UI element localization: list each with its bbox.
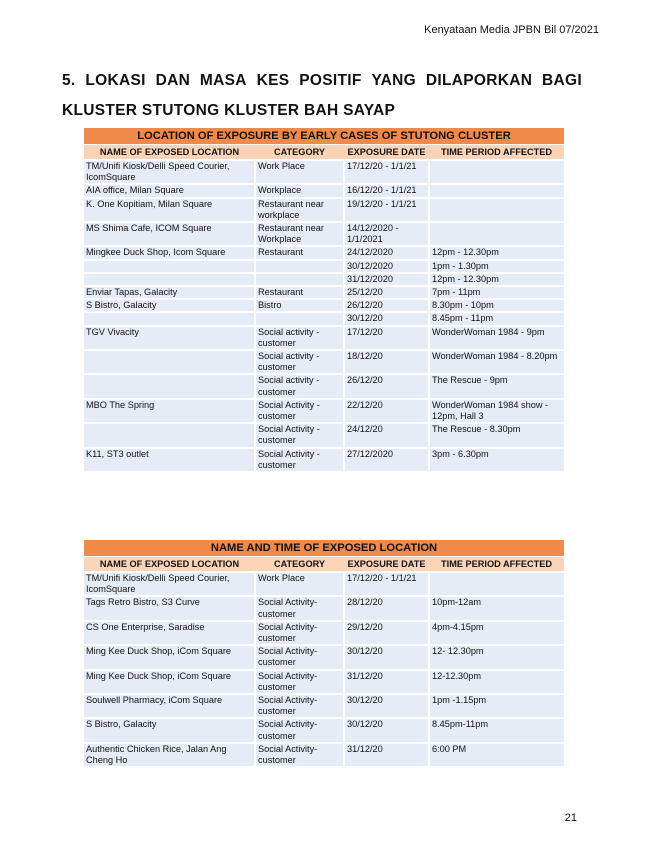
- table-row: [84, 160, 564, 184]
- title-word: LOKASI: [85, 72, 146, 89]
- cell-location: Tags Retro Bistro, S3 Curve: [84, 596, 255, 620]
- cell-location: Ming Kee Duck Shop, iCom Square: [84, 645, 255, 669]
- table-row: [84, 399, 564, 423]
- cell-date: 30/12/2020: [344, 260, 429, 273]
- table-row: [84, 286, 564, 299]
- cell-location: Soulwell Pharmacy, iCom Square: [84, 694, 255, 718]
- table-row: [84, 184, 564, 197]
- section-title-line1: [62, 66, 582, 96]
- title-word: POSITIF: [299, 72, 362, 89]
- cell-time: [429, 222, 564, 246]
- cell-location: [84, 260, 255, 273]
- cell-category: [255, 312, 344, 325]
- cell-location: TGV Vivacity: [84, 326, 255, 350]
- cell-location: TM/Unifi Kiosk/Delli Speed Courier, IcomSquare: [84, 572, 255, 596]
- cell-category: Workplace: [255, 184, 344, 197]
- header-note: Kenyataan Media JPBN Bil 07/2021: [424, 24, 599, 36]
- table-row: [84, 621, 564, 645]
- title-word: DILAPORKAN: [425, 72, 533, 89]
- cell-category: Restaurant: [255, 246, 344, 259]
- cell-location: [84, 273, 255, 286]
- cell-date: 26/12/20: [344, 299, 429, 312]
- cell-date: 30/12/20: [344, 694, 429, 718]
- table-row: [84, 222, 564, 246]
- title-word: KES: [256, 72, 290, 89]
- cell-category: Social Activity - customer: [255, 423, 344, 447]
- cell-date: 18/12/20: [344, 350, 429, 374]
- cell-location: S Bistro, Galacity: [84, 718, 255, 742]
- column-header-location: NAME OF EXPOSED LOCATION: [84, 557, 255, 573]
- title-word: BAGI: [542, 72, 582, 89]
- cell-date: 22/12/20: [344, 399, 429, 423]
- cell-time: WonderWoman 1984 - 8.20pm: [429, 350, 564, 374]
- table-row: [84, 645, 564, 669]
- cell-time: 6:00 PM: [429, 743, 564, 766]
- cell-location: [84, 350, 255, 374]
- cell-location: Mingkee Duck Shop, Icom Square: [84, 246, 255, 259]
- cell-location: MBO The Spring: [84, 399, 255, 423]
- cell-category: Social Activity- customer: [255, 694, 344, 718]
- cell-date: 24/12/20: [344, 423, 429, 447]
- cell-location: K. One Kopitiam, Milan Square: [84, 198, 255, 222]
- table-row: [84, 312, 564, 325]
- column-header-date: EXPOSURE DATE: [344, 145, 429, 161]
- table-row: [84, 423, 564, 447]
- cell-time: 12pm - 12.30pm: [429, 246, 564, 259]
- cell-category: Bistro: [255, 299, 344, 312]
- cell-category: Social activity - customer: [255, 374, 344, 398]
- cell-time: 4pm-4.15pm: [429, 621, 564, 645]
- column-header-date: EXPOSURE DATE: [344, 557, 429, 573]
- cell-date: 17/12/20 - 1/1/21: [344, 572, 429, 596]
- table-row: [84, 694, 564, 718]
- section-title-line2: KLUSTER STUTONG KLUSTER BAH SAYAP: [62, 102, 396, 119]
- table-row: [84, 596, 564, 620]
- cell-date: 17/12/20 - 1/1/21: [344, 160, 429, 184]
- cell-category: Social Activity- customer: [255, 621, 344, 645]
- cell-location: S Bistro, Galacity: [84, 299, 255, 312]
- cell-date: 31/12/20: [344, 743, 429, 766]
- column-header-category: CATEGORY: [255, 145, 344, 161]
- table-title: LOCATION OF EXPOSURE BY EARLY CASES OF STUTONG CLUSTER: [84, 128, 564, 145]
- table-row: [84, 572, 564, 596]
- cell-date: 28/12/20: [344, 596, 429, 620]
- cell-date: 30/12/20: [344, 645, 429, 669]
- column-header-time: TIME PERIOD AFFECTED: [429, 557, 564, 573]
- cell-date: 31/12/20: [344, 670, 429, 694]
- table-row: [84, 260, 564, 273]
- cell-date: 24/12/2020: [344, 246, 429, 259]
- cell-location: Ming Kee Duck Shop, iCom Square: [84, 670, 255, 694]
- page-number: 21: [564, 812, 577, 824]
- cell-time: WonderWoman 1984 - 9pm: [429, 326, 564, 350]
- cell-date: 17/12/20: [344, 326, 429, 350]
- table-row: [84, 448, 564, 471]
- cell-time: 12-12.30pm: [429, 670, 564, 694]
- title-word: MASA: [199, 72, 247, 89]
- table-row: [84, 246, 564, 259]
- cell-date: 31/12/2020: [344, 273, 429, 286]
- cell-time: 1pm -1.15pm: [429, 694, 564, 718]
- cell-category: Social Activity- customer: [255, 718, 344, 742]
- cell-time: [429, 198, 564, 222]
- table-row: [84, 670, 564, 694]
- title-word: 5.: [62, 72, 76, 89]
- cell-category: Work Place: [255, 572, 344, 596]
- table-row: [84, 718, 564, 742]
- cell-date: 16/12/20 - 1/1/21: [344, 184, 429, 197]
- cell-time: The Rescue - 8.30pm: [429, 423, 564, 447]
- cell-category: [255, 273, 344, 286]
- cell-time: 8.45pm - 11pm: [429, 312, 564, 325]
- cell-location: MS Shima Cafe, ICOM Square: [84, 222, 255, 246]
- cell-time: 1pm - 1.30pm: [429, 260, 564, 273]
- cell-date: 19/12/20 - 1/1/21: [344, 198, 429, 222]
- table-body: [84, 572, 564, 766]
- exposure-table-early-cases: [84, 128, 564, 471]
- table-title: NAME AND TIME OF EXPOSED LOCATION: [84, 540, 564, 557]
- cell-location: [84, 374, 255, 398]
- cell-location: CS One Enterprise, Saradise: [84, 621, 255, 645]
- column-header-location: NAME OF EXPOSED LOCATION: [84, 145, 255, 161]
- table-row: [84, 198, 564, 222]
- section-title: [62, 66, 582, 126]
- cell-location: TM/Unifi Kiosk/Delli Speed Courier, IcomSquare: [84, 160, 255, 184]
- cell-location: K11, ST3 outlet: [84, 448, 255, 471]
- cell-category: Restaurant: [255, 286, 344, 299]
- column-header-category: CATEGORY: [255, 557, 344, 573]
- cell-category: [255, 260, 344, 273]
- cell-date: 14/12/2020 - 1/1/2021: [344, 222, 429, 246]
- cell-time: WonderWoman 1984 show - 12pm, Hall 3: [429, 399, 564, 423]
- cell-category: Social Activity- customer: [255, 743, 344, 766]
- cell-category: Social Activity- customer: [255, 645, 344, 669]
- table-body: [84, 160, 564, 471]
- cell-date: 25/12/20: [344, 286, 429, 299]
- cell-category: Social Activity- customer: [255, 670, 344, 694]
- column-header-time: TIME PERIOD AFFECTED: [429, 145, 564, 161]
- cell-category: Work Place: [255, 160, 344, 184]
- cell-category: Social Activity- customer: [255, 596, 344, 620]
- cell-time: [429, 160, 564, 184]
- cell-time: 12- 12.30pm: [429, 645, 564, 669]
- table-row: [84, 350, 564, 374]
- cell-category: Social Activity - customer: [255, 399, 344, 423]
- cell-category: Social activity - customer: [255, 350, 344, 374]
- cell-time: The Rescue - 9pm: [429, 374, 564, 398]
- cell-date: 26/12/20: [344, 374, 429, 398]
- cell-location: [84, 312, 255, 325]
- cell-time: 12pm - 12.30pm: [429, 273, 564, 286]
- cell-time: 8.30pm - 10pm: [429, 299, 564, 312]
- table-row: [84, 299, 564, 312]
- table-row: [84, 273, 564, 286]
- cell-location: [84, 423, 255, 447]
- cell-time: [429, 184, 564, 197]
- cell-time: 3pm - 6.30pm: [429, 448, 564, 471]
- cell-location: Authentic Chicken Rice, Jalan Ang Cheng Ho: [84, 743, 255, 766]
- cell-time: 7pm - 11pm: [429, 286, 564, 299]
- cell-date: 27/12/2020: [344, 448, 429, 471]
- cell-category: Restaurant near workplace: [255, 198, 344, 222]
- cell-date: 30/12/20: [344, 312, 429, 325]
- table-row: [84, 326, 564, 350]
- cell-category: Social activity - customer: [255, 326, 344, 350]
- cell-time: [429, 572, 564, 596]
- exposure-table-name-time: [84, 540, 564, 766]
- cell-date: 29/12/20: [344, 621, 429, 645]
- cell-category: Restaurant near Workplace: [255, 222, 344, 246]
- cell-date: 30/12/20: [344, 718, 429, 742]
- title-word: DAN: [155, 72, 191, 89]
- cell-time: 10pm-12am: [429, 596, 564, 620]
- table-row: [84, 374, 564, 398]
- cell-category: Social Activity - customer: [255, 448, 344, 471]
- cell-time: 8.45pm-11pm: [429, 718, 564, 742]
- table-row: [84, 743, 564, 766]
- title-word: YANG: [371, 72, 417, 89]
- cell-location: AIA office, Milan Square: [84, 184, 255, 197]
- cell-location: Enviar Tapas, Galacity: [84, 286, 255, 299]
